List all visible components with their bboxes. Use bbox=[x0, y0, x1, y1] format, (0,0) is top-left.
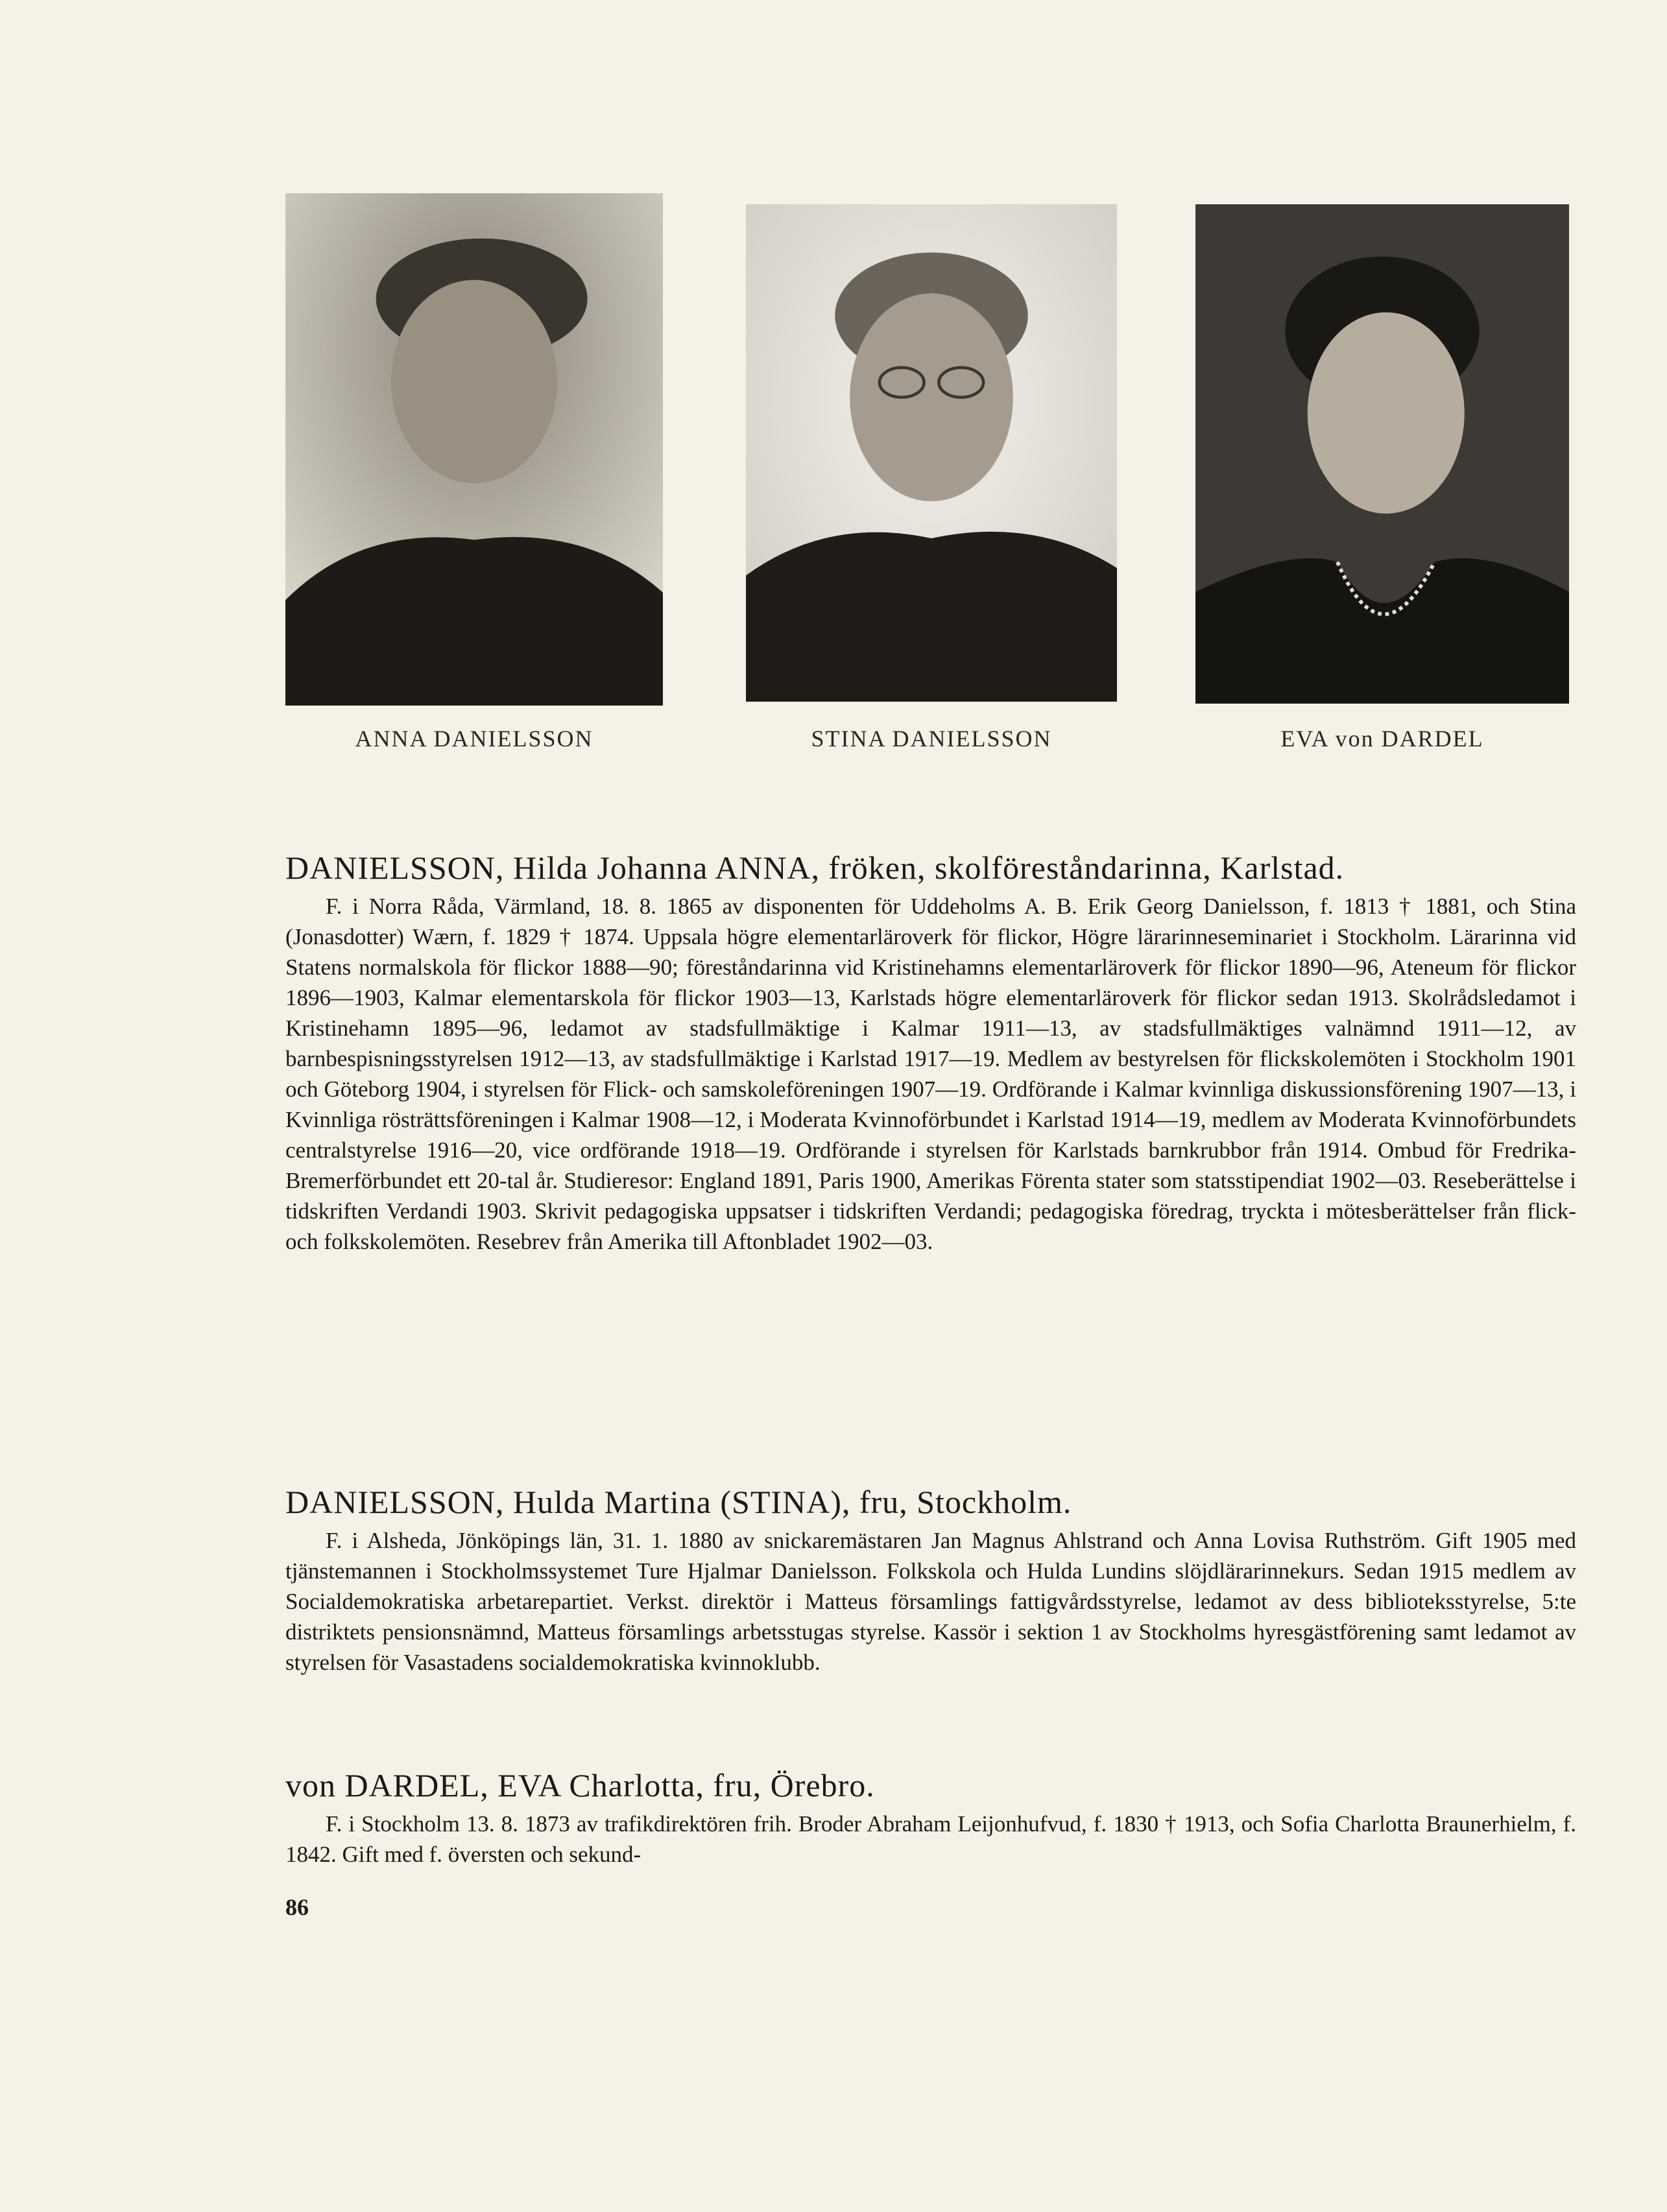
entry-heading: DANIELSSON, Hulda Martina (STINA), fru, Stockholm. bbox=[285, 1484, 1072, 1520]
portrait-eva-von-dardel bbox=[1195, 204, 1569, 704]
caption-anna-danielsson: ANNA DANIELSSON bbox=[355, 726, 594, 752]
caption-stina-danielsson: STINA DANIELSSON bbox=[811, 726, 1052, 752]
entry-heading: DANIELSSON, Hilda Johanna ANNA, fröken, skolföreståndarinna, Karlstad. bbox=[285, 850, 1345, 886]
portrait-anna-danielsson bbox=[285, 193, 663, 706]
portrait-photo-icon bbox=[746, 204, 1117, 702]
entry-heading: von DARDEL, EVA Charlotta, fru, Örebro. bbox=[285, 1767, 875, 1803]
entry-body: F. i Norra Råda, Värmland, 18. 8. 1865 av disponenten för Uddeholms A. B. Erik Georg Danielsson, f. 1813 † 1881, och Stina (Jonasdotter) Wærn, f. 1829 † 1874. Uppsala högre elementarläroverk för flickor, Högre lärarinneseminariet i Stockholm. Lärarinna vid Statens normalskola för flickor 1888—90; föreståndarinna vid Kristinehamns elementarläroverk för flickor 1890—96, Ateneum för flickor 1896—1903, Kalmar elementarskola för flickor 1903—13, Karlstads högre elementarläroverk för flickor sedan 1913. Skolrådsledamot i Kristinehamn 1895—96, ledamot av stadsfullmäktige i Kalmar 1911—13, av stadsfullmäktiges valnämnd 1911—12, av barnbespisningsstyrelsen 1912—13, av stadsfullmäktige i Karlstad 1917—19. Medlem av bestyrelsen för flickskolemöten i Stockholm 1901 och Göteborg 1904, i styrelsen för Flick- och samskoleföreningen 1907—19. Ordförande i Kalmar kvinnliga diskussionsförening 1907—13, i Kvinnliga rösträttsföreningen i Kalmar 1908—12, i Moderata Kvinnoförbundet i Karlstad 1914—19, medlem av Moderata Kvinnoförbundets centralstyrelse 1916—20, vice ordförande 1918—19. Ordförande i styrelsen för Karlstads barnkrubbor från 1914. Ombud för Fredrika-Bremerförbundet ett 20-tal år. Studieresor: England 1891, Paris 1900, Amerikas Förenta stater som statsstipendiat 1902—03. Reseberättelse i tidskriften Verdandi 1903. Skrivit pedagogiska uppsatser i tidskriften Verdandi; pedagogiska föredrag, tryckta i mötesberättelser från flick- och folkskolemöten. Resebrev från Amerika till Aftonbladet 1902—03. bbox=[285, 894, 1576, 1254]
page-number: 86 bbox=[285, 1894, 309, 1920]
entry-stina-danielsson bbox=[285, 1484, 1576, 1678]
portrait-photo-icon bbox=[285, 193, 663, 706]
entry-anna-danielsson bbox=[285, 850, 1576, 1257]
portrait-stina-danielsson bbox=[746, 204, 1117, 702]
entry-body: F. i Alsheda, Jönköpings län, 31. 1. 1880 av snickaremästaren Jan Magnus Ahlstrand och Anna Lovisa Ruthström. Gift 1905 med tjänstemannen i Stockholmssystemet Ture Hjalmar Danielsson. Folkskola och Hulda Lundins slöjdlärarinnekurs. Sedan 1915 medlem av Socialdemokratiska arbetarepartiet. Verkst. direktör i Matteus församlings fattigvårdsstyrelse, ledamot av dess biblioteksstyrelse, 5:te distriktets pensionsnämnd, Matteus församlings arbetsstugas styrelse. Kassör i sektion 1 av Stockholms hyresgästförening samt ledamot av styrelsen för Vasastadens socialdemokratiska kvinnoklubb. bbox=[285, 1528, 1576, 1675]
caption-eva-von-dardel: EVA von DARDEL bbox=[1280, 726, 1484, 752]
portrait-photo-icon bbox=[1195, 204, 1569, 704]
entry-eva-von-dardel bbox=[285, 1767, 1576, 1870]
entry-body: F. i Stockholm 13. 8. 1873 av trafikdirektören frih. Broder Abraham Leijonhufvud, f. 1830 † 1913, och Sofia Charlotta Braunerhielm, f. 1842. Gift med f. översten och sekund- bbox=[285, 1811, 1576, 1867]
